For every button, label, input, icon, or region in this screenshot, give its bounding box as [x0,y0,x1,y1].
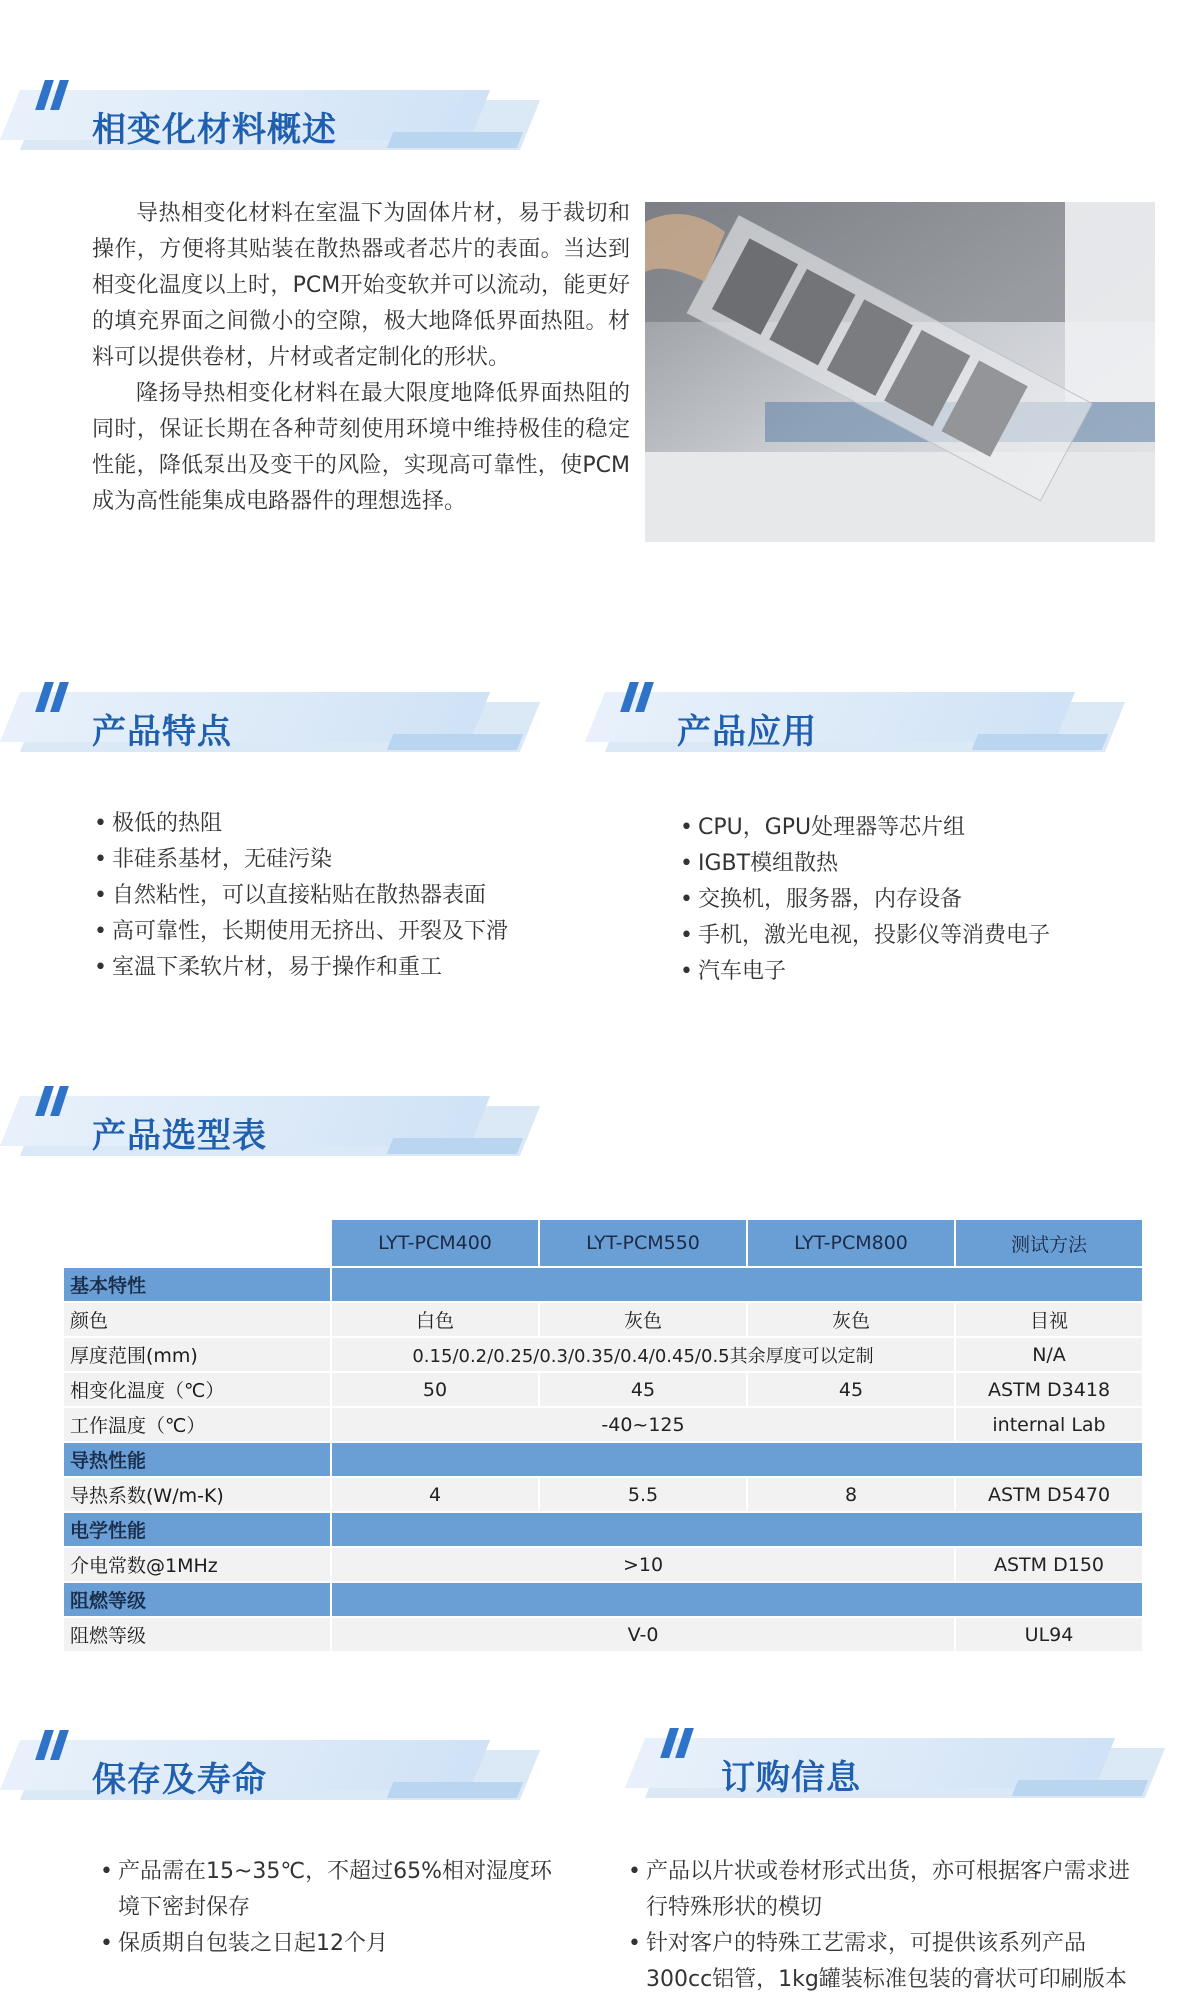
list-item: • 产品以片状或卷材形式出货，亦可根据客户需求进行特殊形状的模切 [628,1854,1148,1926]
list-item: • 针对客户的特殊工艺需求，可提供该系列产品300cc铝管，1kg罐装标准包装的膏状可印刷版本 [628,1926,1148,1998]
overview-header [0,80,540,160]
table-row [64,1618,1142,1651]
table-cell: 45 [540,1373,746,1406]
section-title: 产品选型表 [92,1116,267,1156]
table-section-row [64,1443,1142,1476]
selection-table [62,1218,1144,1653]
table-row [64,1478,1142,1511]
section-title: 相变化材料概述 [92,110,337,150]
section-label: 基本特性 [64,1268,330,1301]
list-item: • 产品需在15~35℃，不超过65%相对湿度环境下密封保存 [100,1854,560,1926]
row-label: 相变化温度（℃） [64,1373,330,1406]
list-item: • 极低的热阻 [94,806,508,842]
section-label: 导热性能 [64,1443,330,1476]
column-header: LYT-PCM400 [332,1220,538,1266]
table-section-row [64,1268,1142,1301]
table-cell: 灰色 [540,1303,746,1336]
list-item: • 室温下柔软片材，易于操作和重工 [94,950,508,986]
list-item: • 高可靠性，长期使用无挤出、开裂及下滑 [94,914,508,950]
list-item: • IGBT模组散热 [680,846,1050,882]
section-title: 产品应用 [677,712,817,752]
ordering-list [628,1854,1148,1998]
table-section-row [64,1583,1142,1616]
features-header [0,682,540,762]
list-item: • 交换机，服务器，内存设备 [680,882,1050,918]
table-cell: -40~125 [332,1408,954,1441]
table-cell: ASTM D5470 [956,1478,1142,1511]
table-header-row [64,1220,1142,1266]
table-cell: 目视 [956,1303,1142,1336]
table-cell: 45 [748,1373,954,1406]
row-label: 颜色 [64,1303,330,1336]
storage-list [100,1854,560,1962]
table-cell: >10 [332,1548,954,1581]
row-label: 介电常数@1MHz [64,1548,330,1581]
table-cell: 0.15/0.2/0.25/0.3/0.35/0.4/0.45/0.5其余厚度可以定制 [332,1338,954,1371]
table-cell: 灰色 [748,1303,954,1336]
table-cell: ASTM D150 [956,1548,1142,1581]
list-item: • 手机，激光电视，投影仪等消费电子 [680,918,1050,954]
row-label: 厚度范围(mm) [64,1338,330,1371]
section-title: 订购信息 [721,1758,861,1798]
section-title: 保存及寿命 [92,1760,267,1800]
table-cell: V-0 [332,1618,954,1651]
storage-header [0,1730,540,1810]
table-cell: N/A [956,1338,1142,1371]
features-list [94,806,508,986]
section-label: 阻燃等级 [64,1583,330,1616]
ordering-header [625,1728,1165,1808]
section-title: 产品特点 [92,712,232,752]
list-item: • 非硅系基材，无硅污染 [94,842,508,878]
table-cell: internal Lab [956,1408,1142,1441]
table-section-row [64,1513,1142,1546]
list-item: • CPU，GPU处理器等芯片组 [680,810,1050,846]
table-cell: ASTM D3418 [956,1373,1142,1406]
applications-header [585,682,1125,762]
row-label: 阻燃等级 [64,1618,330,1651]
applications-list [680,810,1050,990]
table-cell: 8 [748,1478,954,1511]
section-label: 电学性能 [64,1513,330,1546]
table-cell: 5.5 [540,1478,746,1511]
table-row [64,1408,1142,1441]
list-item: • 汽车电子 [680,954,1050,990]
row-label: 工作温度（℃） [64,1408,330,1441]
column-header: LYT-PCM550 [540,1220,746,1266]
table-row [64,1303,1142,1336]
table-cell: 4 [332,1478,538,1511]
overview-paragraph-2: 隆扬导热相变化材料在最大限度地降低界面热阻的同时，保证长期在各种苛刻使用环境中维持极佳的稳定性能，降低泵出及变干的风险，实现高可靠性，使PCM成为高性能集成电路器件的理想选择。 [92,381,630,514]
overview-paragraph-1: 导热相变化材料在室温下为固体片材，易于裁切和操作，方便将其贴装在散热器或者芯片的表面。当达到相变化温度以上时，PCM开始变软并可以流动，能更好的填充界面之间微小的空隙，极大地降低界面热阻。材料可以提供卷材，片材或者定制化的形状。 [92,201,630,370]
column-header: LYT-PCM800 [748,1220,954,1266]
product-photo [645,202,1155,542]
table-cell: UL94 [956,1618,1142,1651]
row-label: 导热系数(W/m-K) [64,1478,330,1511]
list-item: • 自然粘性，可以直接粘贴在散热器表面 [94,878,508,914]
column-header: 测试方法 [956,1220,1142,1266]
selection-header [0,1086,540,1166]
list-item: • 保质期自包装之日起12个月 [100,1926,560,1962]
table-cell: 白色 [332,1303,538,1336]
table-row [64,1338,1142,1371]
table-cell: 50 [332,1373,538,1406]
table-row [64,1548,1142,1581]
table-row [64,1373,1142,1406]
